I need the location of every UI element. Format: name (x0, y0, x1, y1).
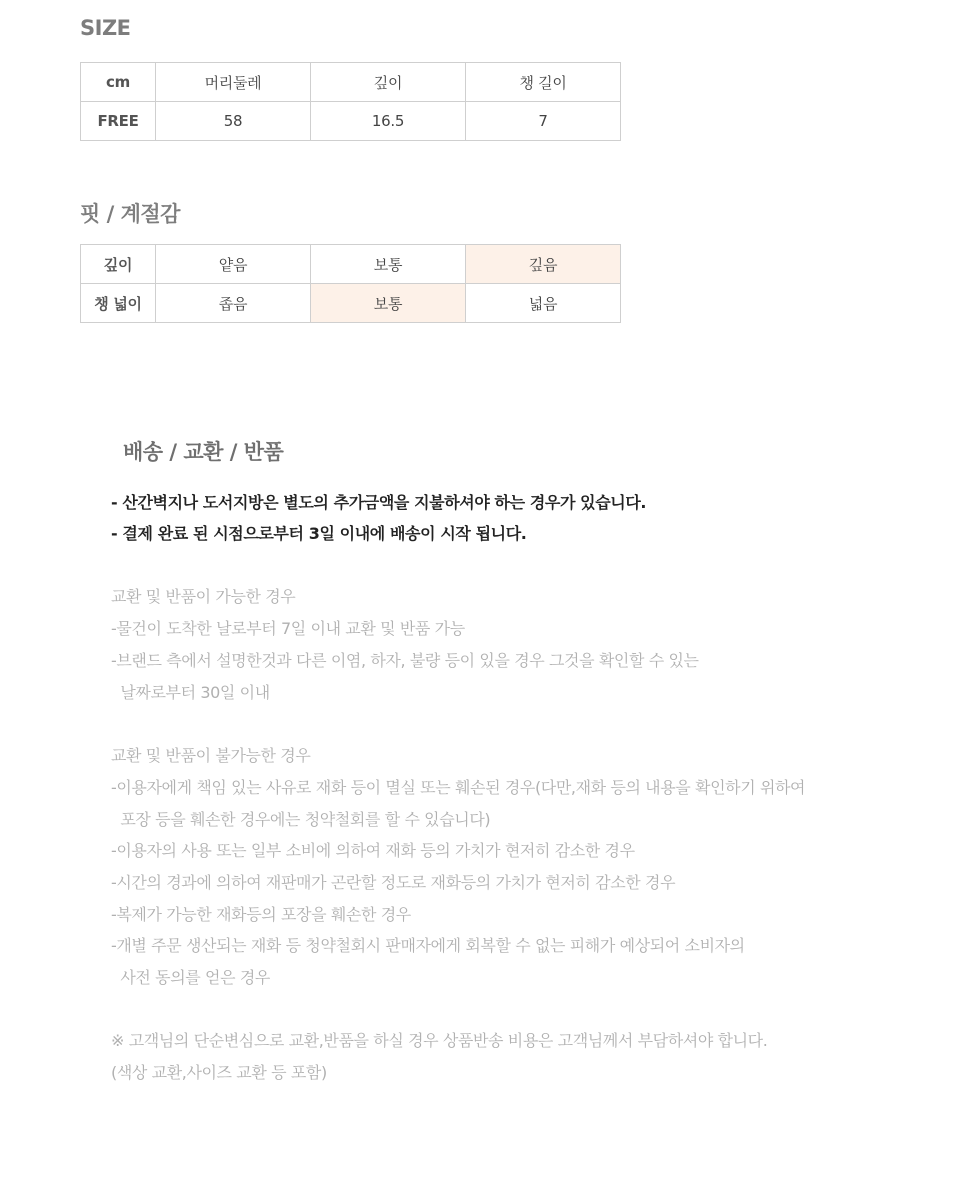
size-value-brim: 7 (466, 102, 621, 141)
size-table (80, 62, 621, 141)
fit-option: 좁음 (156, 284, 311, 323)
policy-line: -물건이 도착한 날로부터 7일 이내 교환 및 반품 가능 (111, 619, 465, 638)
fit-option: 보통 (311, 245, 466, 284)
policy-line: -이용자의 사용 또는 일부 소비에 의하여 재화 등의 가치가 현저히 감소한 경우 (111, 841, 635, 860)
fit-option: 얕음 (156, 245, 311, 284)
size-value-head: 58 (156, 102, 311, 141)
fit-option-selected: 깊음 (466, 245, 621, 284)
policy-line: 사전 동의를 얻은 경우 (111, 968, 270, 987)
policy-line: -이용자에게 책임 있는 사유로 재화 등이 멸실 또는 훼손된 경우(다만,재화 등의 내용을 확인하기 위하여 (111, 778, 806, 797)
fit-option: 넓음 (466, 284, 621, 323)
size-title: SIZE (80, 16, 131, 40)
size-header-head: 머리둘레 (156, 63, 311, 102)
size-header-depth: 깊이 (311, 63, 466, 102)
policy-line: 날짜로부터 30일 이내 (111, 683, 270, 702)
fit-label-depth: 깊이 (81, 245, 156, 284)
size-table-row (81, 102, 621, 141)
size-value-depth: 16.5 (311, 102, 466, 141)
policy-line: -브랜드 측에서 설명한것과 다른 이염, 하자, 불량 등이 있을 경우 그것을 확인할 수 있는 (111, 651, 699, 670)
fit-title: 핏 / 계절감 (80, 202, 180, 226)
size-row-label: FREE (81, 102, 156, 141)
size-table-header (81, 63, 621, 102)
shipping-title: 배송 / 교환 / 반품 (123, 440, 284, 464)
fit-row-depth (81, 245, 621, 284)
possible-title: 교환 및 반품이 가능한 경우 (111, 587, 296, 606)
fit-row-brim (81, 284, 621, 323)
size-header-brim: 챙 길이 (466, 63, 621, 102)
footnote-line: (색상 교환,사이즈 교환 등 포함) (111, 1063, 327, 1082)
size-header-unit: cm (81, 63, 156, 102)
fit-option-selected: 보통 (311, 284, 466, 323)
policy-line: -복제가 가능한 재화등의 포장을 훼손한 경우 (111, 905, 411, 924)
notice-line: - 산간벽지나 도서지방은 별도의 추가금액을 지불하셔야 하는 경우가 있습니다. (111, 493, 647, 512)
fit-table (80, 244, 621, 323)
policy-line: -시간의 경과에 의하여 재판매가 곤란할 정도로 재화등의 가치가 현저히 감소한 경우 (111, 873, 676, 892)
policy-line: -개별 주문 생산되는 재화 등 청약철회시 판매자에게 회복할 수 없는 피해가 예상되어 소비자의 (111, 936, 745, 955)
policy-line: 포장 등을 훼손한 경우에는 청약철회를 할 수 있습니다) (111, 810, 491, 829)
impossible-title: 교환 및 반품이 불가능한 경우 (111, 746, 311, 765)
notice-line: - 결제 완료 된 시점으로부터 3일 이내에 배송이 시작 됩니다. (111, 524, 527, 543)
fit-label-brim: 챙 넓이 (81, 284, 156, 323)
footnote-line: ※ 고객님의 단순변심으로 교환,반품을 하실 경우 상품반송 비용은 고객님께서 부담하셔야 합니다. (111, 1031, 768, 1050)
